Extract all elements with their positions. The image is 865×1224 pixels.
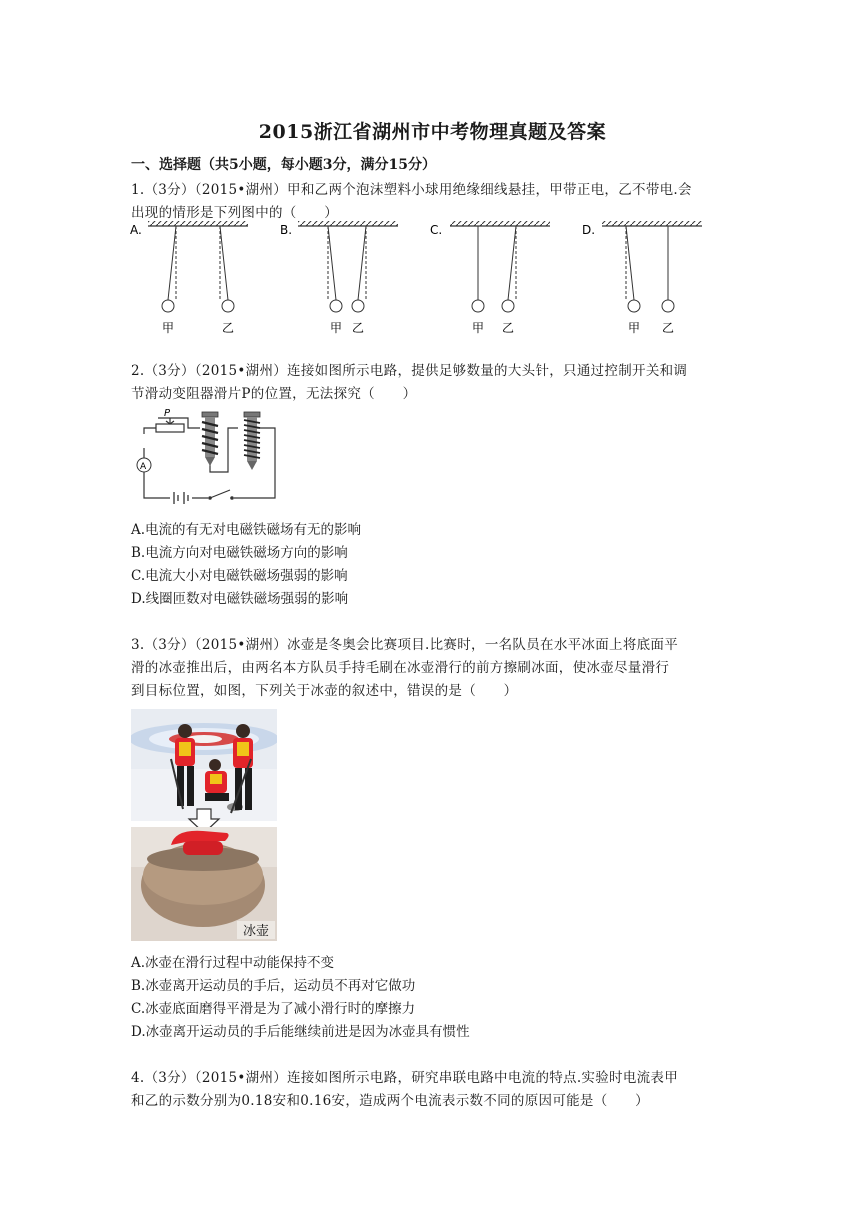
switch-icon xyxy=(208,490,234,502)
q2-option-b[interactable]: B.电流方向对电磁铁磁场方向的影响 xyxy=(131,545,348,561)
q1-stem-line2: 出现的情形是下列图中的（ ） xyxy=(131,205,338,221)
q1-figure-c xyxy=(430,221,550,335)
q4-stem-line1: 4.（3分）（2015•湖州）连接如图所示电路，研究串联电路中电流的特点.实验时电流表甲 xyxy=(131,1070,679,1086)
q3-stem-line1: 3.（3分）（2015•湖州）冰壶是冬奥会比赛项目.比赛时，一名队员在水平冰面上将底面平 xyxy=(131,637,679,653)
q2-option-d[interactable]: D.线圈匝数对电磁铁磁场强弱的影响 xyxy=(131,591,349,607)
q1-figure-b xyxy=(280,221,398,335)
q4-stem-line2: 和乙的示数分别为0.18安和0.16安，造成两个电流表示数不同的原因可能是（ ） xyxy=(131,1093,649,1109)
q3-image-caption: 冰壶 xyxy=(243,924,270,939)
q1-d-label-jia: 甲 xyxy=(628,321,641,335)
curling-players-photo xyxy=(131,709,277,821)
q1-b-label-jia: 甲 xyxy=(330,321,343,335)
q1-option-a-letter: A. xyxy=(130,223,142,237)
electromagnet-coil-2 xyxy=(244,412,260,470)
q1-a-label-yi: 乙 xyxy=(222,321,235,335)
q3-option-d[interactable]: D.冰壶离开运动员的手后能继续前进是因为冰壶具有惯性 xyxy=(131,1024,470,1040)
q2-option-a[interactable]: A.电流的有无对电磁铁磁场有无的影响 xyxy=(131,522,362,538)
q1-a-label-jia: 甲 xyxy=(162,321,175,335)
q3-stem-line2: 滑的冰壶推出后，由两名本方队员手持毛刷在冰壶滑行的前方擦刷冰面，使冰壶尽量滑行 xyxy=(131,660,670,676)
q1-option-b-letter: B. xyxy=(280,223,293,237)
q1-c-label-jia: 甲 xyxy=(472,321,485,335)
q1-pendulum-figures xyxy=(128,218,708,340)
q1-b-label-yi: 乙 xyxy=(352,321,365,335)
q2-option-c[interactable]: C.电流大小对电磁铁磁场强弱的影响 xyxy=(131,568,348,584)
q1-c-label-yi: 乙 xyxy=(502,321,515,335)
q1-option-c-letter: C. xyxy=(430,223,443,237)
q1-figure-d xyxy=(582,221,702,335)
q1-stem-line1: 1.（3分）（2015•湖州）甲和乙两个泡沫塑料小球用绝缘细线悬挂，甲带正电，乙不带电.会 xyxy=(131,182,692,198)
q2-ammeter-label: A xyxy=(140,462,147,472)
q2-slider-label: P xyxy=(164,408,171,419)
q1-d-label-yi: 乙 xyxy=(662,321,675,335)
q2-stem-line2: 节滑动变阻器滑片P的位置，无法探究（ ） xyxy=(131,386,417,402)
q2-circuit-diagram xyxy=(130,408,280,504)
q3-stem-line3: 到目标位置，如图，下列关于冰壶的叙述中，错误的是（ ） xyxy=(131,683,518,699)
q3-option-a[interactable]: A.冰壶在滑行过程中动能保持不变 xyxy=(131,955,335,971)
q3-option-c[interactable]: C.冰壶底面磨得平滑是为了减小滑行时的摩擦力 xyxy=(131,1001,416,1017)
battery-icon xyxy=(170,492,192,504)
q2-stem-line1: 2.（3分）（2015•湖州）连接如图所示电路，提供足够数量的大头针，只通过控制开关和调 xyxy=(131,363,688,379)
section-heading: 一、选择题（共5小题，每小题3分，满分15分） xyxy=(131,157,436,173)
page-title: 2015浙江省湖州市中考物理真题及答案 xyxy=(258,121,607,143)
electromagnet-coil-1 xyxy=(202,412,218,466)
q1-option-d-letter: D. xyxy=(582,223,596,237)
q1-figure-a xyxy=(130,221,248,335)
q3-curling-figure xyxy=(131,709,277,941)
q3-option-b[interactable]: B.冰壶离开运动员的手后，运动员不再对它做功 xyxy=(131,978,416,994)
